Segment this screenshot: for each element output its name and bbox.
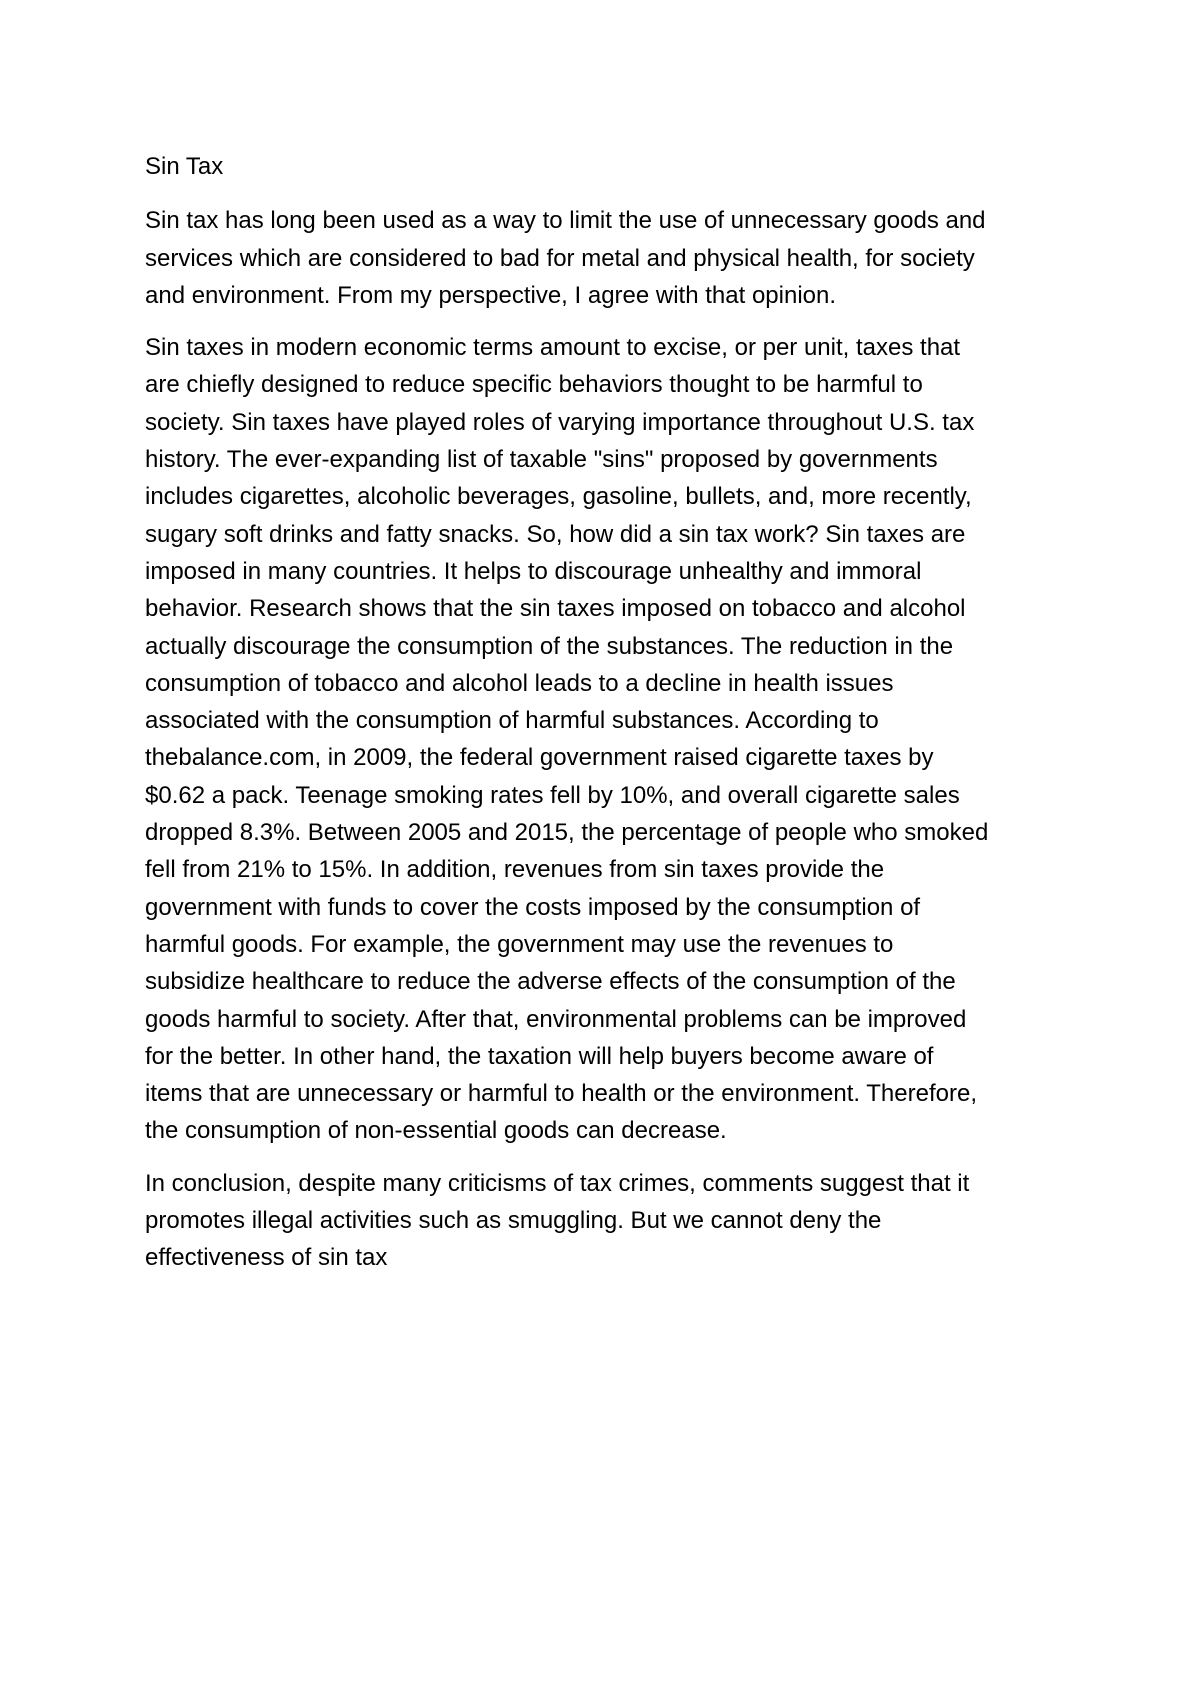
- paragraph-line: harmful goods. For example, the government may use the revenues to: [145, 930, 894, 958]
- paragraph-line: associated with the consumption of harmful substances. According to: [145, 707, 879, 735]
- paragraph-line: the consumption of non-essential goods can decrease.: [145, 1117, 727, 1145]
- paragraph-line: consumption of tobacco and alcohol leads to a decline in health issues: [145, 669, 894, 697]
- paragraph-line: goods harmful to society. After that, environmental problems can be improved: [145, 1005, 967, 1033]
- document-title: Sin Tax: [145, 153, 224, 180]
- paragraph-line: services which are considered to bad for metal and physical health, for society: [145, 244, 975, 272]
- paragraph-line: sugary soft drinks and fatty snacks. So, how did a sin tax work? Sin taxes are: [145, 520, 966, 548]
- paragraph-line: includes cigarettes, alcoholic beverages, gasoline, bullets, and, more recently,: [145, 483, 972, 511]
- paragraph-line: actually discourage the consumption of the substances. The reduction in the: [145, 632, 954, 660]
- paragraph-line: Sin taxes in modern economic terms amount to excise, or per unit, taxes that: [145, 334, 961, 362]
- paragraph-line: and environment. From my perspective, I agree with that opinion.: [145, 281, 837, 309]
- paragraph-line: for the better. In other hand, the taxation will help buyers become aware of: [145, 1042, 934, 1070]
- paragraph-line: dropped 8.3%. Between 2005 and 2015, the percentage of people who smoked: [145, 819, 989, 847]
- paragraph-line: promotes illegal activities such as smuggling. But we cannot deny the: [145, 1207, 882, 1235]
- paragraph-line: fell from 21% to 15%. In addition, revenues from sin taxes provide the: [145, 856, 885, 884]
- paragraph-container: [145, 202, 1065, 1276]
- paragraph-line: In conclusion, despite many criticisms of tax crimes, comments suggest that it: [145, 1169, 970, 1197]
- paragraph-line: effectiveness of sin tax: [145, 1244, 388, 1272]
- document-body: [145, 148, 1065, 1292]
- paragraph-line: Sin tax has long been used as a way to limit the use of unnecessary goods and: [145, 207, 986, 235]
- paragraph-line: subsidize healthcare to reduce the adverse effects of the consumption of the: [145, 968, 956, 996]
- paragraph-line: society. Sin taxes have played roles of varying importance throughout U.S. tax: [145, 408, 975, 436]
- paragraph-line: imposed in many countries. It helps to discourage unhealthy and immoral: [145, 557, 922, 585]
- paragraph-line: $0.62 a pack. Teenage smoking rates fell by 10%, and overall cigarette sales: [145, 781, 960, 809]
- paragraph-line: behavior. Research shows that the sin taxes imposed on tobacco and alcohol: [145, 595, 966, 623]
- paragraph-2: [145, 329, 1065, 1150]
- paragraph-3: [145, 1165, 1065, 1277]
- paragraph-1: [145, 202, 1065, 314]
- paragraph-line: are chiefly designed to reduce specific behaviors thought to be harmful to: [145, 371, 923, 399]
- paragraph-line: thebalance.com, in 2009, the federal government raised cigarette taxes by: [145, 744, 934, 772]
- paragraph-line: history. The ever-expanding list of taxable "sins" proposed by governments: [145, 446, 938, 474]
- paragraph-line: items that are unnecessary or harmful to health or the environment. Therefore,: [145, 1080, 977, 1108]
- paragraph-line: government with funds to cover the costs imposed by the consumption of: [145, 893, 921, 921]
